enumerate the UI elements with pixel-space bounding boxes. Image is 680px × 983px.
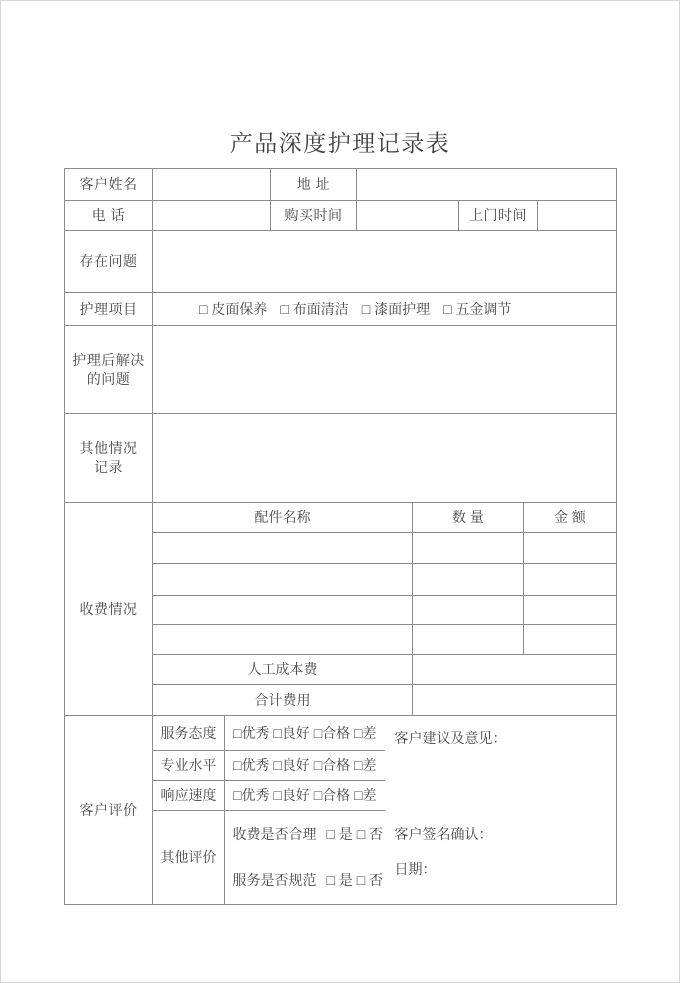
purchase-time-label: 购买时间 <box>271 201 357 230</box>
customer-feedback-cell[interactable] <box>385 716 617 904</box>
other-records-label: 其他情况 记录 <box>65 414 153 502</box>
date-label: 日期： <box>394 861 437 877</box>
fee-amount-cell[interactable] <box>524 596 616 625</box>
evaluation-subtable <box>153 716 385 904</box>
fee-amount-cell[interactable] <box>524 625 616 654</box>
care-items-label: 护理项目 <box>65 293 153 325</box>
fee-part-name-cell[interactable] <box>153 564 413 595</box>
criterion-label: 专业水平 <box>153 751 225 780</box>
care-option-leather-checkbox[interactable]: □ 皮面保养 <box>199 300 268 317</box>
labor-cost-row <box>153 655 616 685</box>
fee-quantity-cell[interactable] <box>413 625 524 654</box>
fee-amount-cell[interactable] <box>524 533 616 563</box>
criterion-label: 响应速度 <box>153 781 225 810</box>
visit-time-input-cell[interactable] <box>538 201 616 230</box>
fee-row <box>153 625 616 655</box>
other-evaluation-content <box>225 811 385 904</box>
service-standard-question-row <box>226 857 383 903</box>
other-evaluation-label: 其他评价 <box>153 811 225 904</box>
row-existing-problems <box>65 231 616 293</box>
fee-amount-cell[interactable] <box>524 564 616 595</box>
fee-reasonable-question-row <box>226 811 383 857</box>
service-standard-yes-no-checkboxes[interactable]: □ 是 □ 否 <box>326 871 384 888</box>
record-form-table <box>64 168 617 905</box>
total-cost-label: 合计费用 <box>153 685 413 715</box>
fee-col-part-name: 配件名称 <box>153 503 413 532</box>
existing-problems-label: 存在问题 <box>65 231 153 292</box>
criterion-row-response-speed <box>153 781 385 811</box>
other-evaluation-row <box>153 811 385 904</box>
total-cost-row <box>153 685 616 715</box>
fee-row <box>153 533 616 564</box>
criterion-row-service-attitude <box>153 716 385 751</box>
existing-problems-input-cell[interactable] <box>153 231 616 292</box>
row-solved-problems <box>65 326 616 414</box>
rating-options-checkboxes[interactable]: □优秀 □良好 □合格 □差 <box>233 724 377 741</box>
fee-part-name-cell[interactable] <box>153 625 413 654</box>
service-standard-question: 服务是否规范 <box>232 871 317 888</box>
customer-name-input-cell[interactable] <box>153 169 271 200</box>
fees-section-label: 收费情况 <box>65 503 153 715</box>
fee-quantity-cell[interactable] <box>413 596 524 625</box>
labor-cost-input-cell[interactable] <box>413 655 616 684</box>
care-items-options-cell <box>153 293 616 325</box>
fee-quantity-cell[interactable] <box>413 564 524 595</box>
fee-col-quantity: 数 量 <box>413 503 524 532</box>
signature-label: 客户签名确认： <box>394 826 493 842</box>
fees-header-row <box>153 503 616 533</box>
rating-options-checkboxes[interactable]: □优秀 □良好 □合格 □差 <box>233 787 377 804</box>
row-customer-address <box>65 169 616 201</box>
evaluation-section <box>65 716 616 904</box>
suggestions-label: 客户建议及意见： <box>394 730 507 746</box>
fee-row <box>153 564 616 596</box>
rating-options-checkboxes[interactable]: □优秀 □良好 □合格 □差 <box>233 757 377 774</box>
fee-reasonable-question: 收费是否合理 <box>232 825 317 842</box>
solved-problems-input-cell[interactable] <box>153 326 616 413</box>
fee-quantity-cell[interactable] <box>413 533 524 563</box>
purchase-time-input-cell[interactable] <box>357 201 459 230</box>
visit-time-label: 上门时间 <box>459 201 538 230</box>
care-option-hardware-checkbox[interactable]: □ 五金调节 <box>443 300 512 317</box>
criterion-row-professional-level <box>153 751 385 781</box>
care-option-paint-checkbox[interactable]: □ 漆面护理 <box>361 300 431 317</box>
fees-subtable <box>153 503 616 715</box>
evaluation-section-label: 客户评价 <box>65 716 153 904</box>
other-records-input-cell[interactable] <box>153 414 616 502</box>
row-phone-times <box>65 201 616 231</box>
total-cost-input-cell[interactable] <box>413 685 616 715</box>
address-label: 地 址 <box>271 169 357 200</box>
row-other-records <box>65 414 616 503</box>
fee-col-amount: 金 额 <box>554 508 586 525</box>
row-care-items <box>65 293 616 326</box>
solved-problems-label: 护理后解决 的问题 <box>65 326 153 413</box>
address-input-cell[interactable] <box>357 169 616 200</box>
customer-name-label: 客户姓名 <box>65 169 153 200</box>
phone-label: 电 话 <box>65 201 153 230</box>
fee-part-name-cell[interactable] <box>153 533 413 563</box>
criterion-label: 服务态度 <box>153 716 225 750</box>
care-option-fabric-checkbox[interactable]: □ 布面清洁 <box>280 300 349 317</box>
phone-input-cell[interactable] <box>153 201 271 230</box>
labor-cost-label: 人工成本费 <box>153 655 413 684</box>
fee-part-name-cell[interactable] <box>153 596 413 625</box>
form-title: 产品深度护理记录表 <box>229 130 451 156</box>
fee-reasonable-yes-no-checkboxes[interactable]: □ 是 □ 否 <box>326 825 384 842</box>
fee-row <box>153 596 616 626</box>
fees-section <box>65 503 616 716</box>
